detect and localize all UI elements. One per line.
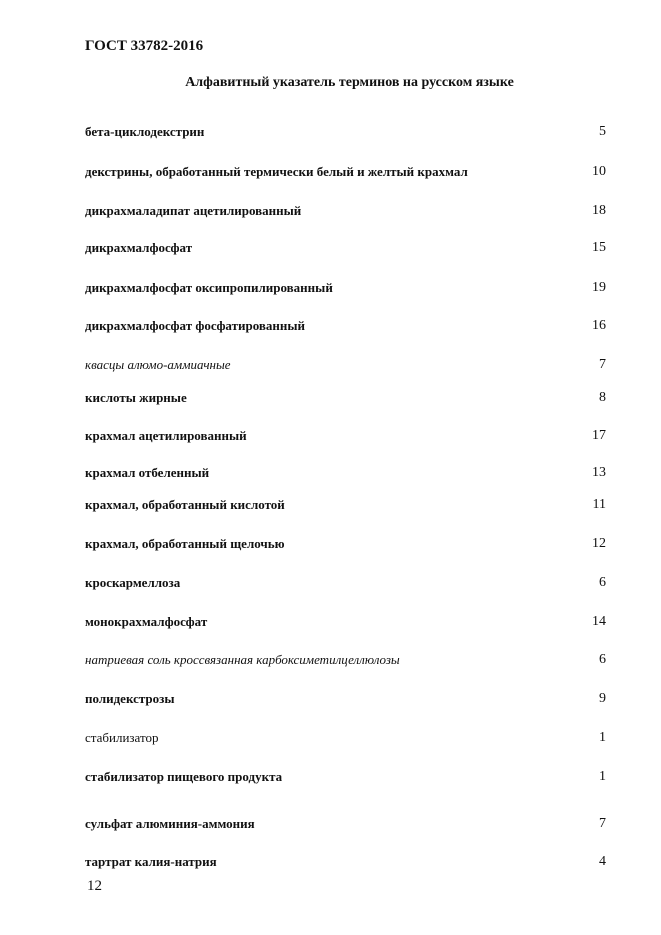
index-term: крахмал, обработанный щелочью — [85, 536, 285, 551]
index-page-ref: 8 — [599, 390, 606, 405]
index-page-ref: 6 — [599, 652, 606, 667]
index-page-ref: 13 — [592, 465, 606, 480]
index-page-ref: 5 — [599, 124, 606, 139]
index-term: полидекстрозы — [85, 691, 175, 706]
index-term: дикрахмалфосфат — [85, 240, 193, 255]
document-id: ГОСТ 33782-2016 — [85, 38, 204, 54]
index-page-ref: 1 — [599, 730, 606, 745]
index-entry — [85, 816, 606, 836]
index-term: натриевая соль кроссвязанная карбоксиметилцеллюлозы — [85, 652, 400, 667]
index-term: стабилизатор пищевого продукта — [85, 769, 283, 784]
index-entry — [85, 769, 606, 789]
index-entry — [85, 318, 606, 338]
index-entry — [85, 357, 606, 377]
index-term: дикрахмаладипат ацетилированный — [85, 203, 302, 218]
index-entry — [85, 124, 606, 144]
index-term: монокрахмалфосфат — [85, 614, 208, 629]
index-entry — [85, 280, 606, 300]
index-term: крахмал, обработанный кислотой — [85, 497, 285, 512]
index-entry — [85, 497, 606, 517]
index-page-ref: 18 — [592, 203, 606, 218]
index-page-ref: 9 — [599, 691, 606, 706]
page-number: 12 — [87, 878, 102, 894]
index-page-ref: 12 — [592, 536, 606, 551]
index-page-ref: 6 — [599, 575, 606, 590]
index-entry — [85, 428, 606, 448]
index-term: кроскармеллоза — [85, 575, 181, 590]
index-term: дикрахмалфосфат фосфатированный — [85, 318, 306, 333]
index-entry — [85, 652, 606, 672]
index-term: сульфат алюминия-аммония — [85, 816, 255, 831]
index-page-ref: 7 — [599, 357, 606, 372]
index-entry — [85, 575, 606, 595]
index-term: крахмал ацетилированный — [85, 428, 247, 443]
index-page-ref: 7 — [599, 816, 606, 831]
index-page-ref: 1 — [599, 769, 606, 784]
index-term: дикрахмалфосфат оксипропилированный — [85, 280, 333, 295]
index-entry — [85, 203, 606, 223]
index-page-ref: 10 — [592, 164, 606, 179]
index-page-ref: 4 — [599, 854, 606, 869]
index-term: тартрат калия-натрия — [85, 854, 217, 869]
index-page-ref: 17 — [592, 428, 606, 443]
index-entry — [85, 536, 606, 556]
index-term: декстрины, обработанный термически белый и желтый крахмал — [85, 164, 468, 179]
index-page-ref: 15 — [592, 240, 606, 255]
index-term: кислоты жирные — [85, 390, 187, 405]
index-entry — [85, 854, 606, 874]
index-page-ref: 16 — [592, 318, 606, 333]
index-term: бета-циклодекстрин — [85, 124, 205, 139]
index-entry — [85, 691, 606, 711]
index-entry — [85, 614, 606, 634]
index-page-ref: 19 — [592, 280, 606, 295]
index-title: Алфавитный указатель терминов на русском языке — [185, 75, 514, 90]
index-entry — [85, 465, 606, 485]
index-term: крахмал отбеленный — [85, 465, 210, 480]
index-term: квасцы алюмо-аммиачные — [85, 357, 231, 372]
index-entry — [85, 390, 606, 410]
index-page-ref: 14 — [592, 614, 606, 629]
index-entry — [85, 730, 606, 750]
index-term: стабилизатор — [85, 730, 159, 745]
index-entry — [85, 164, 606, 184]
index-entry — [85, 240, 606, 260]
index-page-ref: 11 — [592, 497, 606, 512]
